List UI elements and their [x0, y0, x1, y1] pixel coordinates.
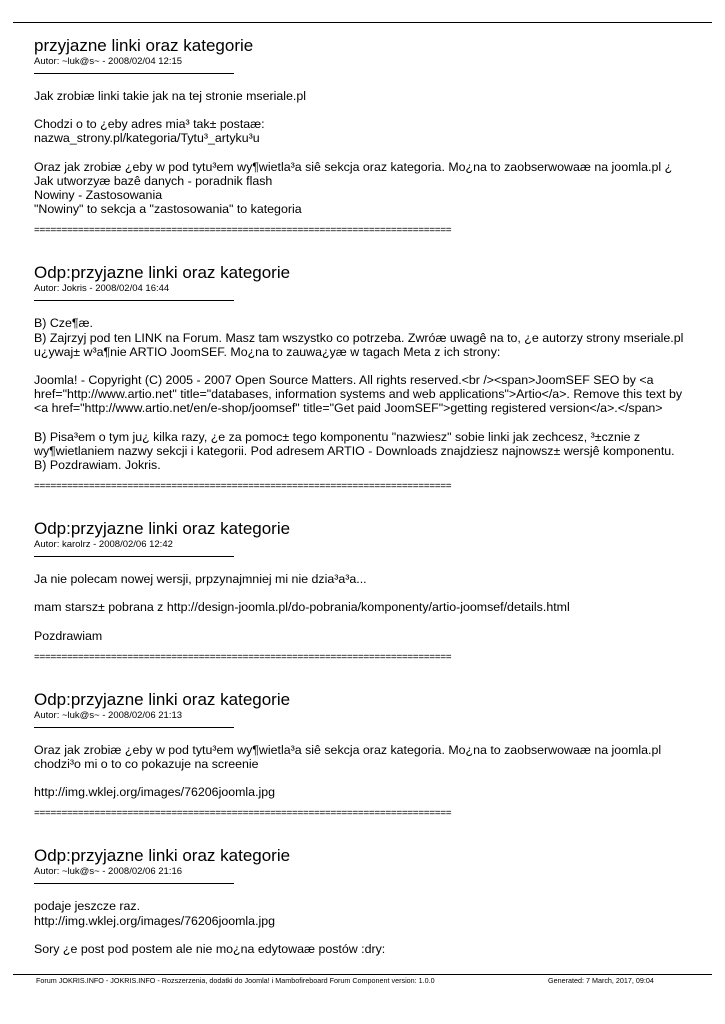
post-title: Odp:przyjazne linki oraz kategorie [34, 846, 291, 866]
author-divider [34, 727, 234, 728]
post-title: Odp:przyjazne linki oraz kategorie [34, 519, 291, 539]
post-paragraph: Oraz jak zrobiæ ¿eby w pod tytu³em wy¶wietla³a siê sekcja oraz kategoria. Mo¿na to zaobserwowaæ na joomla.pl chodzi³o mi o to co pokazuje na screenie [34, 742, 662, 772]
post-paragraph: podaje jeszcze raz. http://img.wklej.org/images/76206joomla.jpg [34, 899, 276, 928]
author-divider [34, 300, 234, 301]
top-rule [13, 22, 712, 23]
post-author: Autor: ~luk@s~ - 2008/02/04 12:15 [34, 56, 183, 67]
footer-rule [13, 974, 712, 975]
post-paragraph: http://img.wklej.org/images/76206joomla.jpg [34, 785, 276, 800]
post-body [34, 572, 684, 643]
post [34, 846, 684, 956]
footer-source: Forum JOKRIS.INFO - JOKRIS.INFO - Rozszerzenia, dodatki do Joomla! i Mambofireboard Forum Component version: 1.0.0 [36, 976, 435, 985]
post-title: przyjazne linki oraz kategorie [34, 36, 254, 55]
author-divider [34, 73, 234, 74]
footer-generated: Generated: 7 March, 2017, 09:04 [548, 976, 654, 985]
post [34, 519, 684, 664]
post-author: Autor: Jokris - 2008/02/04 16:44 [34, 283, 170, 295]
post [34, 690, 684, 821]
post-body [34, 89, 684, 216]
post-separator: ============================================================================ [34, 481, 452, 493]
post-paragraph: B) Pisa³em o tym ju¿ kilka razy, ¿e za pomoc± tego komponentu "nazwiesz" sobie linki jak zechcesz, ³±cznie z wy¶wietlaniem nazwy sekcji i kategorii. Pod adresem ARTIO - Downloads znajdziesz najnowsz± wersjê komponentu. B) Pozdrawiam. Jokris. [34, 429, 675, 473]
post-paragraph: Sory ¿e post pod postem ale nie mo¿na edytowaæ postów :dry: [34, 941, 386, 956]
post-paragraph: B) Cze¶æ. B) Zajrzyj pod ten LINK na Forum. Masz tam wszystko co potrzeba. Zwróæ uwagê na to, ¿e autorzy strony mseriale.pl u¿ywaj± w³a¶nie ARTIO JoomSEF. Mo¿na to zauwa¿yæ w tagach Meta z ich strony: [34, 316, 684, 359]
post-body [34, 899, 684, 956]
post [34, 36, 684, 237]
post [34, 263, 684, 493]
post-paragraph: Ja nie polecam nowej wersji, prpzynajmniej mi nie dzia³a³a... [34, 572, 367, 587]
post-author: Autor: ~luk@s~ - 2008/02/06 21:13 [34, 709, 183, 721]
post-paragraph: Joomla! - Copyright (C) 2005 - 2007 Open Source Matters. All rights reserved.<br /><span>JoomSEF SEO by <a href="http://www.artio.net" title="databases, information systems and web applications">Artio</a>. Remove this text by <a href="http://www.artio.net/en/e-shop/joomsef" title="Get paid JoomSEF">getting registered version</a>.</span> [34, 373, 683, 416]
post-paragraph: Chodzi o to ¿eby adres mia³ tak± postaæ: nazwa_strony.pl/kategoria/Tytu³_artyku³u [34, 117, 265, 146]
document-content [34, 36, 684, 956]
post-title: Odp:przyjazne linki oraz kategorie [34, 689, 291, 709]
post-title: Odp:przyjazne linki oraz kategorie [34, 263, 291, 283]
post-author: Autor: ~luk@s~ - 2008/02/06 21:16 [34, 866, 183, 878]
post-paragraph: mam starsz± pobrana z http://design-joomla.pl/do-pobrania/komponenty/artio-joomsef/details.html [34, 600, 570, 615]
post-separator: ============================================================================ [34, 225, 452, 237]
post-author: Autor: karolrz - 2008/02/06 12:42 [34, 539, 173, 551]
post-paragraph: Jak zrobiæ linki takie jak na tej stronie mseriale.pl [34, 89, 307, 103]
author-divider [34, 556, 234, 557]
post-separator: ============================================================================ [34, 651, 452, 663]
post-separator: ============================================================================ [34, 808, 452, 820]
post-body [34, 316, 684, 472]
author-divider [34, 883, 234, 884]
post-body [34, 743, 684, 800]
post-paragraph: Pozdrawiam [34, 628, 103, 643]
post-paragraph: Oraz jak zrobiæ ¿eby w pod tytu³em wy¶wietla³a siê sekcja oraz kategoria. Mo¿na to zaobserwowaæ na joomla.pl ¿ Jak utworzyæ bazê danych - poradnik flash Nowiny - Zastosowania "Nowiny" to sekcja a "zastosowania" to kategoria [34, 159, 673, 217]
